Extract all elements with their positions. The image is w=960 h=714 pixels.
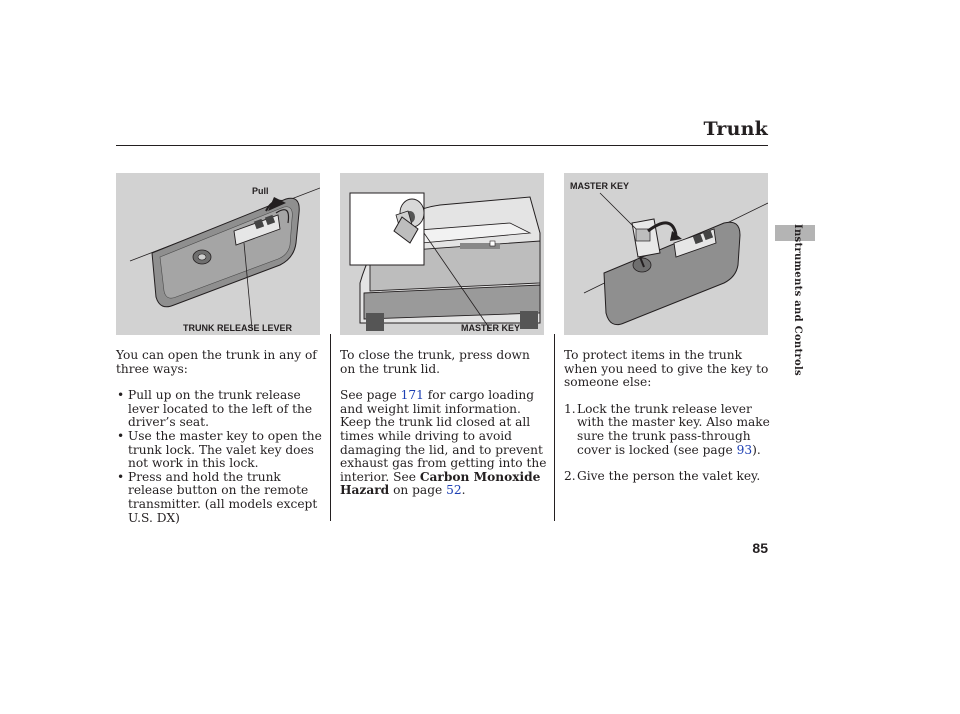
text-period: . [461, 483, 466, 498]
page-link-52[interactable]: 52 [446, 483, 462, 498]
text-on-page: on page [393, 483, 443, 498]
page-link-171[interactable]: 171 [400, 388, 424, 403]
header-rule [116, 145, 768, 146]
figure-lock-release-lever [564, 173, 768, 335]
text-see-page: See page [340, 388, 397, 403]
list-number: 1. [564, 401, 576, 416]
col2-close-text: To close the trunk, press down on the trunk lid. [340, 348, 530, 376]
text-cargo-info: for cargo loading and weight limit information. Keep the trunk lid closed at all times while driving to avoid damaging the lid, and to prevent exhaust gas from getting into the interior. See [340, 388, 547, 484]
list-item [564, 403, 770, 457]
label-master-key-right: MASTER KEY [570, 181, 630, 191]
text-carbon-monoxide-hazard: Carbon Monoxide Hazard [340, 469, 541, 498]
list-number: 2. [564, 469, 576, 484]
page-link-93[interactable]: 93 [736, 442, 753, 457]
label-master-key-middle: MASTER KEY [461, 323, 521, 333]
page-title: Trunk [703, 118, 768, 140]
bullet-item: • Use the master key to open the trunk lock. The valet key does not work in this lock. [116, 430, 322, 471]
figure-trunk-lock [340, 173, 544, 335]
label-pull: Pull [252, 186, 269, 196]
page-number: 85 [752, 540, 768, 556]
column-divider-1 [330, 334, 331, 521]
lever-lock-illustration [564, 173, 768, 335]
bullet-item: • Press and hold the trunk release button on the remote transmitter. (all models except U.S. DX) [116, 471, 322, 525]
step-text: Lock the trunk release lever with the master key. Also make sure the trunk pass-through cover is locked (see page [577, 401, 770, 457]
col1-intro: You can open the trunk in any of three ways: [116, 348, 317, 376]
col2-cargo-text [340, 389, 548, 498]
column-1-text [116, 349, 322, 525]
column-3-text [564, 349, 770, 484]
list-item [564, 470, 770, 484]
column-2-text [340, 349, 548, 498]
label-trunk-release-lever: TRUNK RELEASE LEVER [183, 323, 293, 333]
column-divider-2 [554, 334, 555, 521]
col3-intro: To protect items in the trunk when you need to give the key to someone else: [564, 348, 769, 390]
section-tab-label: Instruments and Controls [792, 224, 803, 376]
trunk-release-lever-illustration [116, 173, 320, 335]
figure-trunk-release-lever [116, 173, 320, 335]
step-after: ). [752, 442, 761, 457]
car-rear-illustration [340, 173, 544, 335]
step-text: Give the person the valet key. [577, 469, 761, 484]
bullet-item: • Pull up on the trunk release lever located to the left of the driver’s seat. [116, 389, 322, 430]
